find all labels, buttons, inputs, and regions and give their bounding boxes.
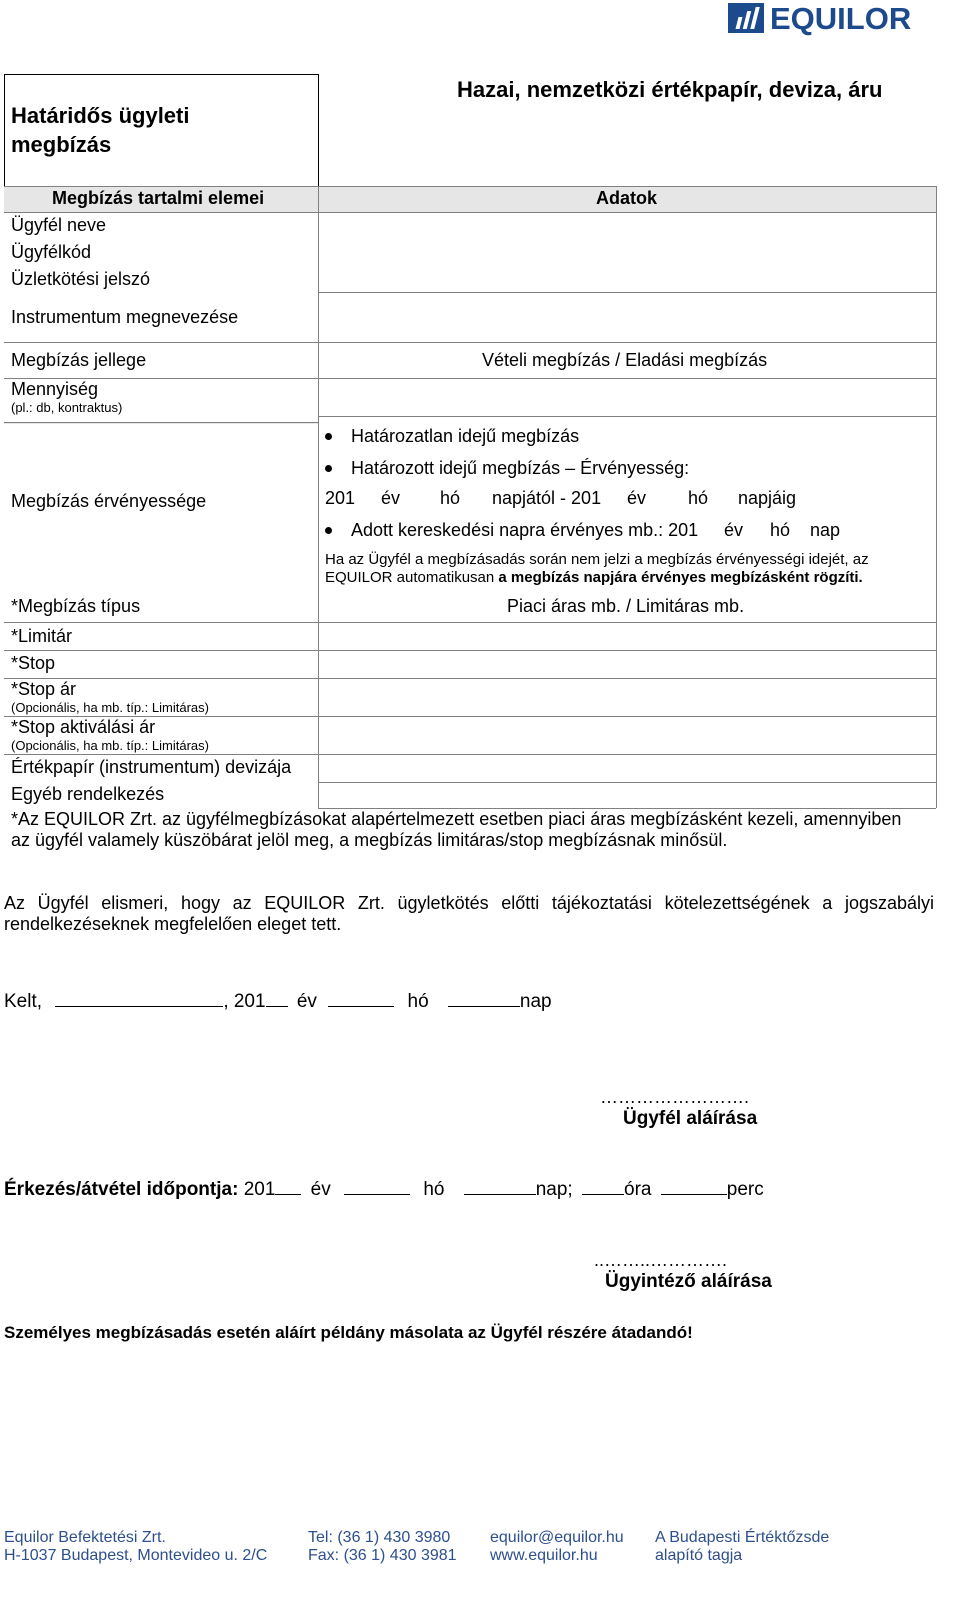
logo-text: EQUILOR — [770, 1, 912, 36]
footer-address: H-1037 Budapest, Montevideo u. 2/C — [4, 1547, 268, 1564]
label-trading-password: Üzletkötési jelszó — [11, 269, 151, 289]
stop-activation-note: (Opcionális, ha mb. típ.: Limitáras) — [11, 738, 209, 753]
validity-date-ev: év — [381, 488, 401, 508]
validity-date-from: napjától - 201 — [492, 488, 602, 508]
footer-company: Equilor Befektetési Zrt. — [4, 1529, 166, 1546]
validity-date-until: napjáig — [738, 488, 797, 508]
footnote-line-2: az ügyfél valamely küszöbárat jelöl meg, a megbízás limitáras/stop megbízásnak minősül. — [11, 830, 728, 850]
arrival-line: Érkezés/átvétel időpontja: 201 év hó nap; óra perc — [4, 1179, 764, 1200]
validity-option-fixed: Határozott idejű megbízás – Érvényesség: — [351, 458, 690, 478]
arrival-day-field[interactable] — [464, 1180, 536, 1195]
validity-day-ho: hó — [770, 520, 791, 540]
label-stop: *Stop — [11, 653, 56, 673]
bullet-icon — [325, 433, 332, 440]
quantity-note: (pl.: db, kontraktus) — [11, 400, 123, 415]
validity-note-line-2: EQUILOR automatikusan a megbízás napjára érvényes megbízásként rögzíti. — [325, 569, 863, 586]
validity-date-ev-2: év — [627, 488, 647, 508]
dated-month-field[interactable] — [328, 992, 394, 1007]
arrival-hour-field[interactable] — [582, 1180, 624, 1195]
validity-date-ho: hó — [440, 488, 461, 508]
label-currency: Értékpapír (instrumentum) devizája — [11, 757, 292, 777]
stop-price-note: (Opcionális, ha mb. típ.: Limitáras) — [11, 700, 209, 715]
validity-note-line-1: Ha az Ügyfél a megbízásadás során nem jelzi a megbízás érvényességi idejét, az — [325, 551, 869, 568]
label-stop-activation: *Stop aktiválási ár — [11, 717, 156, 737]
admin-signature-label: Ügyintéző aláírása — [605, 1271, 772, 1292]
copy-note: Személyes megbízásadás esetén aláírt példány másolata az Ügyfél részére átadandó! — [4, 1323, 693, 1342]
acknowledgement-line-2: rendelkezéseknek megfelelően eleget tett. — [4, 914, 342, 934]
validity-day-ev: év — [724, 520, 744, 540]
bullet-icon — [325, 465, 332, 472]
footer-fax: Fax: (36 1) 430 3981 — [308, 1547, 457, 1564]
dated-line: Kelt, , 201 év hó nap — [4, 991, 552, 1012]
equilor-logo — [728, 0, 948, 36]
footer-bse-line-2: alapító tagja — [655, 1547, 743, 1564]
label-validity: Megbízás érvényessége — [11, 491, 207, 511]
footer-bse-line-1: A Budapesti Értéktőzsde — [655, 1529, 830, 1546]
arrival-year-field[interactable] — [275, 1180, 301, 1195]
order-type-value: Piaci áras mb. / Limitáras mb. — [507, 596, 745, 616]
label-client-code: Ügyfélkód — [11, 242, 92, 262]
footer-web[interactable]: www.equilor.hu — [490, 1547, 598, 1564]
footer-email[interactable]: equilor@equilor.hu — [490, 1529, 624, 1546]
arrival-minute-field[interactable] — [661, 1180, 727, 1195]
form-title: Határidős ügyleti megbízás — [11, 103, 190, 157]
order-nature-value: Vételi megbízás / Eladási megbízás — [482, 350, 768, 370]
label-instrument: Instrumentum megnevezése — [11, 307, 239, 327]
admin-signature-line: ..……..…………. — [594, 1250, 728, 1270]
footnote-line-1: *Az EQUILOR Zrt. az ügyfélmegbízásokat alapértelmezett esetben piaci áras megbízásként kezeli, amennyiben — [11, 809, 902, 829]
dated-year-field[interactable] — [266, 992, 288, 1007]
label-quantity: Mennyiség — [11, 379, 99, 399]
col-header-elements: Megbízás tartalmi elemei — [52, 188, 265, 208]
col-header-data: Adatok — [596, 188, 658, 208]
label-other-instructions: Egyéb rendelkezés — [11, 784, 165, 804]
dated-day-field[interactable] — [448, 992, 520, 1007]
label-stop-price: *Stop ár — [11, 679, 77, 699]
client-signature-line: ……………………. — [600, 1087, 750, 1107]
validity-option-indefinite: Határozatlan idejű megbízás — [351, 426, 580, 446]
validity-date-ho-2: hó — [688, 488, 709, 508]
form-subtitle: Hazai, nemzetközi értékpapír, deviza, áru — [457, 77, 883, 102]
label-order-type: *Megbízás típus — [11, 596, 141, 616]
label-limit-price: *Limitár — [11, 626, 73, 646]
label-order-nature: Megbízás jellege — [11, 350, 147, 370]
logo-mark-icon — [728, 3, 764, 33]
client-signature-label: Ügyfél aláírása — [623, 1108, 758, 1129]
acknowledgement-line-1: Az Ügyfél elismeri, hogy az EQUILOR Zrt. ügyletkötés előtti tájékoztatási kötelezettségének a jogszabályi — [4, 893, 934, 913]
bullet-icon — [325, 527, 332, 534]
validity-option-day: Adott kereskedési napra érvényes mb.: 201 — [351, 520, 699, 540]
label-client-name: Ügyfél neve — [11, 215, 107, 235]
validity-date-year-from: 201 — [325, 488, 356, 508]
arrival-month-field[interactable] — [344, 1180, 410, 1195]
dated-place-field[interactable] — [55, 992, 223, 1007]
validity-day-nap: nap — [810, 520, 841, 540]
footer-tel: Tel: (36 1) 430 3980 — [308, 1529, 451, 1546]
